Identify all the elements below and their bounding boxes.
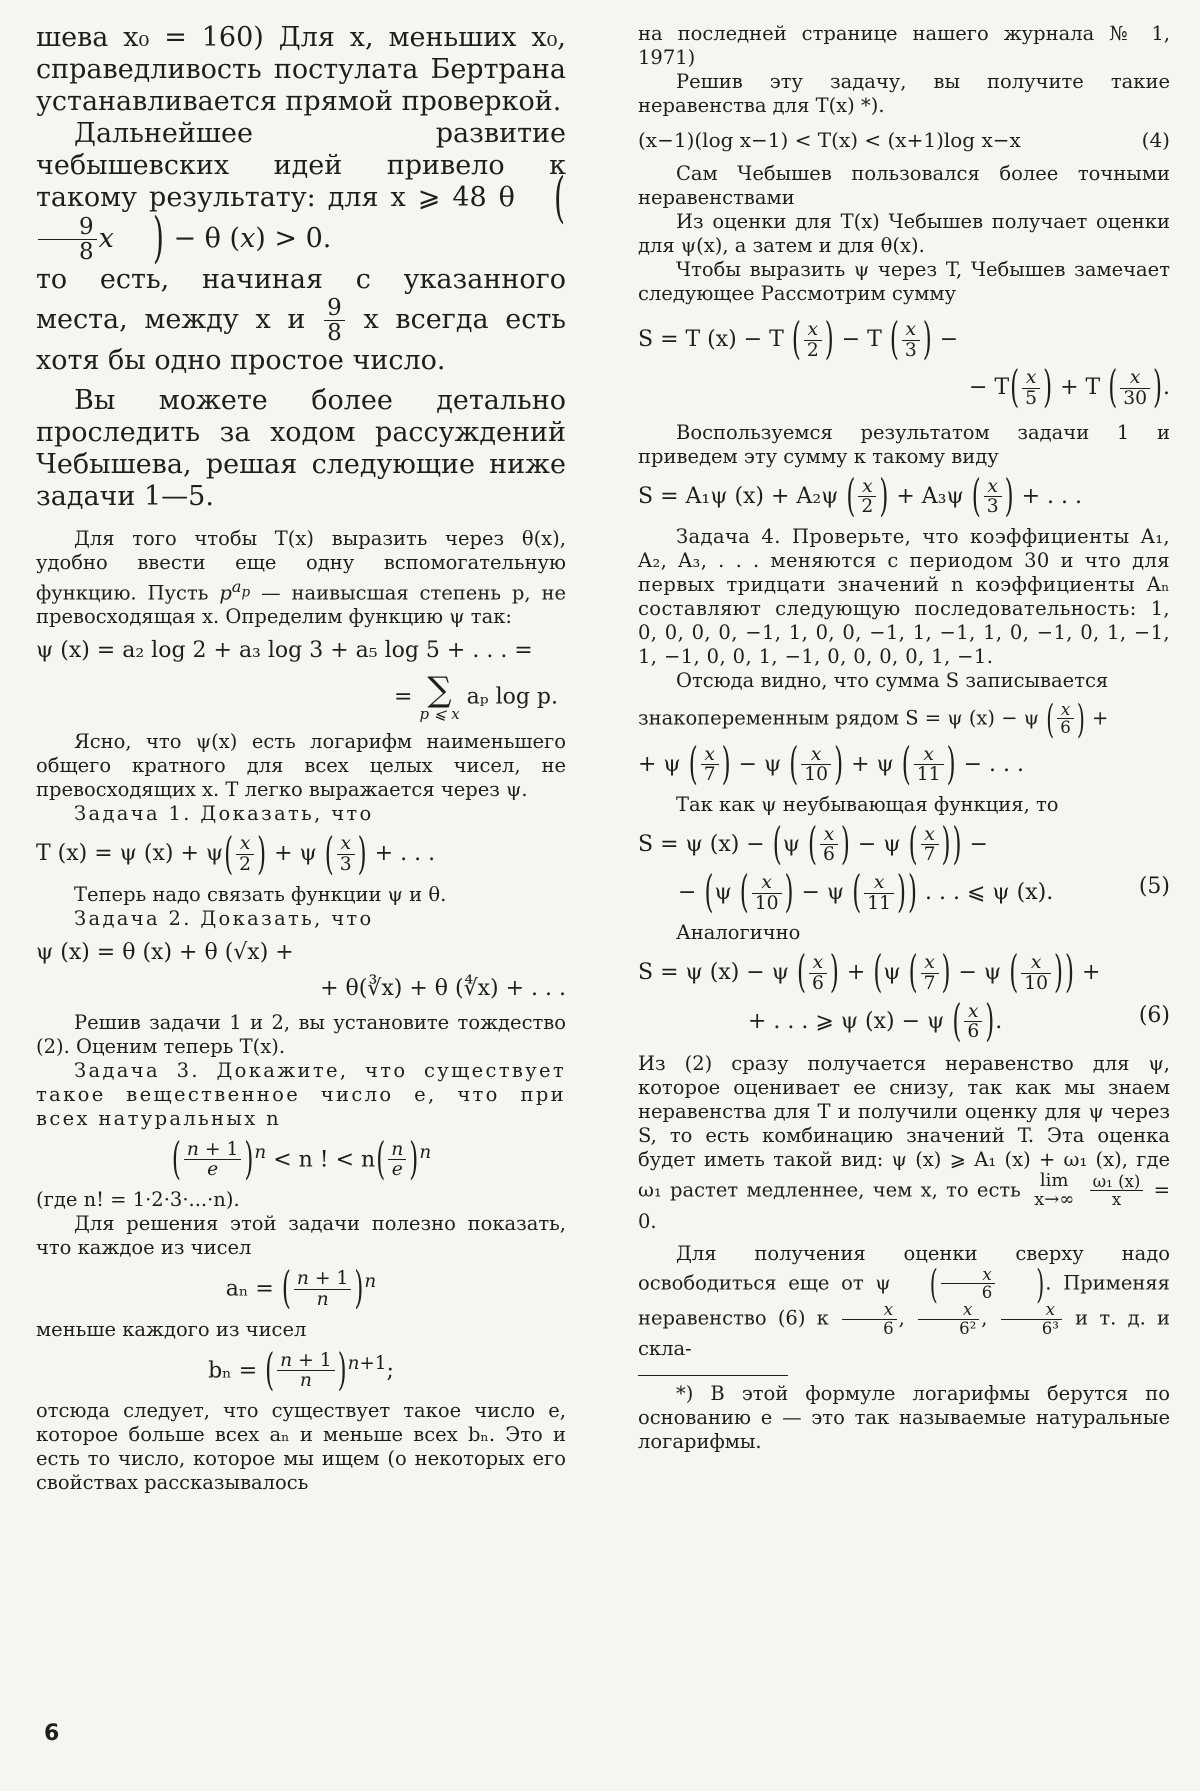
- paragraph: отсюда следует, что существует такое число e, которое больше всех aₙ и меньше всех bₙ. Это и есть то число, которое мы ищем (о некоторых его свойствах рассказывалось: [36, 1398, 566, 1494]
- paragraph: Для получения оценки сверху надо освободиться еще от ψ ( $\frac{x}{6}$ ). Применяя неравенство (6) к $\frac{x}{6}$ , $\frac{x}{\text{6²}}$ , $\frac{x}{\text{6³}}$ и т. д. и скла-: [638, 1241, 1170, 1361]
- paragraph: Из (2) сразу получается неравенство для ψ, которое оценивает ее снизу, так как мы знаем неравенства для T и получили оценку для ψ через S, то есть комбинацию значений T. Эта оценка будет иметь такой вид: ψ (x) ⩾ A₁ (x) + ω₁ (x), где ω₁ растет медленнее, чем x, то есть lim x→∞ $\frac{\text{ω₁ (x)}}{x}$ = 0.: [638, 1051, 1170, 1233]
- formula-5-line1: S = ψ (x) − (ψ ( $\frac{x}{6}$ ) − ψ ( $\frac{x}{7}$ )) −: [638, 820, 988, 870]
- formula-task-2-line1: ψ (x) = θ (x) + θ (√x) +: [36, 939, 294, 965]
- formula-S-A: S = A₁ψ (x) + A₂ψ ( $\frac{x}{2}$ ) + A₃ψ ( $\frac{x}{3}$ ) + . . .: [638, 471, 1083, 522]
- paragraph: Для того чтобы T(x) выразить через θ(x), удобно ввести еще одну вспомогательную функцию. Пусть $p^{a_p}$ — наивысшая степень p, не превосходящая x. Определим функцию ψ так:: [36, 526, 567, 629]
- formula-5-line2: − (ψ ( $\frac{x}{10}$ ) − ψ ( $\frac{x}{11}$ )) . . . ⩽ ψ (x). (5): [678, 868, 1170, 918]
- right-column: [638, 22, 1170, 1454]
- paragraph: Ясно, что ψ(x) есть логарифм наименьшего общего кратного для всех целых чисел, не превосходящих x. T легко выражается через ψ.: [36, 730, 566, 802]
- formula-bn: bₙ = ( $\frac{n + 1}{n}$ )$^{n+1}$;: [208, 1346, 394, 1396]
- paragraph: Вы можете более детально проследить за ходом рассуждений Чебышева, решая следующие ниже задачи 1—5.: [36, 384, 566, 512]
- formula-4: (x−1)(log x−1) < T(x) < (x+1)log x−x (4): [638, 128, 1170, 152]
- formula-alternating-line1: знакопеременным рядом S = ψ (x) − ψ ( $\frac{x}{6}$ ) +: [638, 695, 1109, 742]
- page-number: 6: [44, 1721, 60, 1746]
- paragraph: Воспользуемся результатом задачи 1 и приведем эту сумму к такому виду: [638, 420, 1170, 468]
- note: (где n! = 1·2·3·...·n).: [36, 1188, 240, 1212]
- paragraph: шева x₀ = 160) Для x, меньших x₀, справедливость постулата Бертрана устанавливается прямой проверкой.: [36, 22, 566, 117]
- formula-task-3: ( $\frac{n + 1}{e}$ )$^n$ < n ! < n( $\frac{n}{e}$ )$^n$: [171, 1135, 432, 1185]
- formula-task-2-line2: + θ(∛x) + θ (∜x) + . . .: [320, 975, 566, 1001]
- paragraph: Чтобы выразить ψ через T, Чебышев замечает следующее Рассмотрим сумму: [638, 258, 1170, 305]
- paragraph: Отсюда видно, что сумма S записывается: [676, 668, 1109, 692]
- paragraph: Решив задачи 1 и 2, вы установите тождество (2). Оценим теперь T(x).: [36, 1010, 566, 1058]
- task-1-heading: Задача 1. Доказать, что: [74, 802, 374, 826]
- paragraph: Для решения этой задачи полезно показать, что каждое из чисел: [36, 1212, 566, 1260]
- formula-psi-definition: ψ (x) = a₂ log 2 + a₃ log 3 + a₅ log 5 + . . . =: [36, 638, 533, 664]
- footnote: *) В этой формуле логарифмы берутся по основанию e — это так называемые натуральные логарифмы.: [638, 1382, 1170, 1454]
- formula-task-1: T (x) = ψ (x) + ψ( $\frac{x}{2}$ ) + ψ ( $\frac{x}{3}$ ) + . . .: [36, 829, 436, 880]
- paragraph: Решив эту задачу, вы получите такие неравенства для T(x) *).: [638, 70, 1170, 117]
- formula-alternating-line2: + ψ ( $\frac{x}{7}$ ) − ψ ( $\frac{x}{10}$ ) + ψ ( $\frac{x}{11}$ ) − . . .: [638, 739, 1024, 790]
- paragraph: Так как ψ неубывающая функция, то: [676, 792, 1059, 816]
- formula-6-line2: + . . . ⩾ ψ (x) − ψ ( $\frac{x}{6}$ ). (6): [748, 996, 1170, 1047]
- left-column: [36, 22, 566, 1495]
- formula-psi-sum: = ∑ p ⩽ x aₚ log p.: [394, 670, 558, 724]
- paragraph: меньше каждого из чисел: [36, 1317, 307, 1341]
- paragraph: Аналогично: [676, 921, 801, 945]
- task-4: Задача 4. Проверьте, что коэффициенты A₁, A₂, A₃, . . . меняются с периодом 30 и что для первых тридцати значений n коэффициенты Aₙ составляют следующую последовательность: 1, 0, 0, 0, 0, −1, 1, 0, 0, −1, 1, −1, 1, 0, −1, 0, 1, −1, 1, −1, 0, 0, 1, −1, 0, 0, 0, 0, 1, −1.: [638, 524, 1170, 668]
- formula-S-line1: S = T (x) − T ( $\frac{x}{2}$ ) − T ( $\frac{x}{3}$ ) −: [638, 315, 959, 365]
- footnote-rule: [638, 1375, 788, 1376]
- paragraph: то есть, начиная с указанного места, между x и $\frac{9}{8}$ x всегда есть хотя бы одно простое число.: [36, 263, 566, 376]
- paragraph: Из оценки для T(x) Чебышев получает оценки для ψ(x), а затем и для θ(x).: [638, 210, 1170, 257]
- formula-S-line2: − T( $\frac{x}{5}$ ) + T ( $\frac{x}{30}$ ).: [969, 363, 1170, 414]
- paragraph: Сам Чебышев пользовался более точными неравенствами: [638, 162, 1170, 209]
- paragraph: Теперь надо связать функции ψ и θ.: [74, 882, 447, 906]
- task-3-heading: Задача 3. Докажите, что существует такое вещественное число e, что при всех натуральных n: [36, 1058, 566, 1130]
- formula-6-line1: S = ψ (x) − ψ ( $\frac{x}{6}$ ) + (ψ ( $\frac{x}{7}$ ) − ψ ( $\frac{x}{10}$ )) +: [638, 948, 1101, 999]
- paragraph: на последней странице нашего журнала № 1, 1971): [638, 22, 1170, 69]
- formula-an: aₙ = ( $\frac{n + 1}{n}$ )$^n$: [225, 1264, 377, 1315]
- paragraph: Дальнейшее развитие чебышевских идей привело к такому результату: для x ⩾ 48 θ ( $\frac{9}{8}$ x ) − θ (x) > 0.: [36, 118, 566, 270]
- task-2-heading: Задача 2. Доказать, что: [74, 906, 374, 930]
